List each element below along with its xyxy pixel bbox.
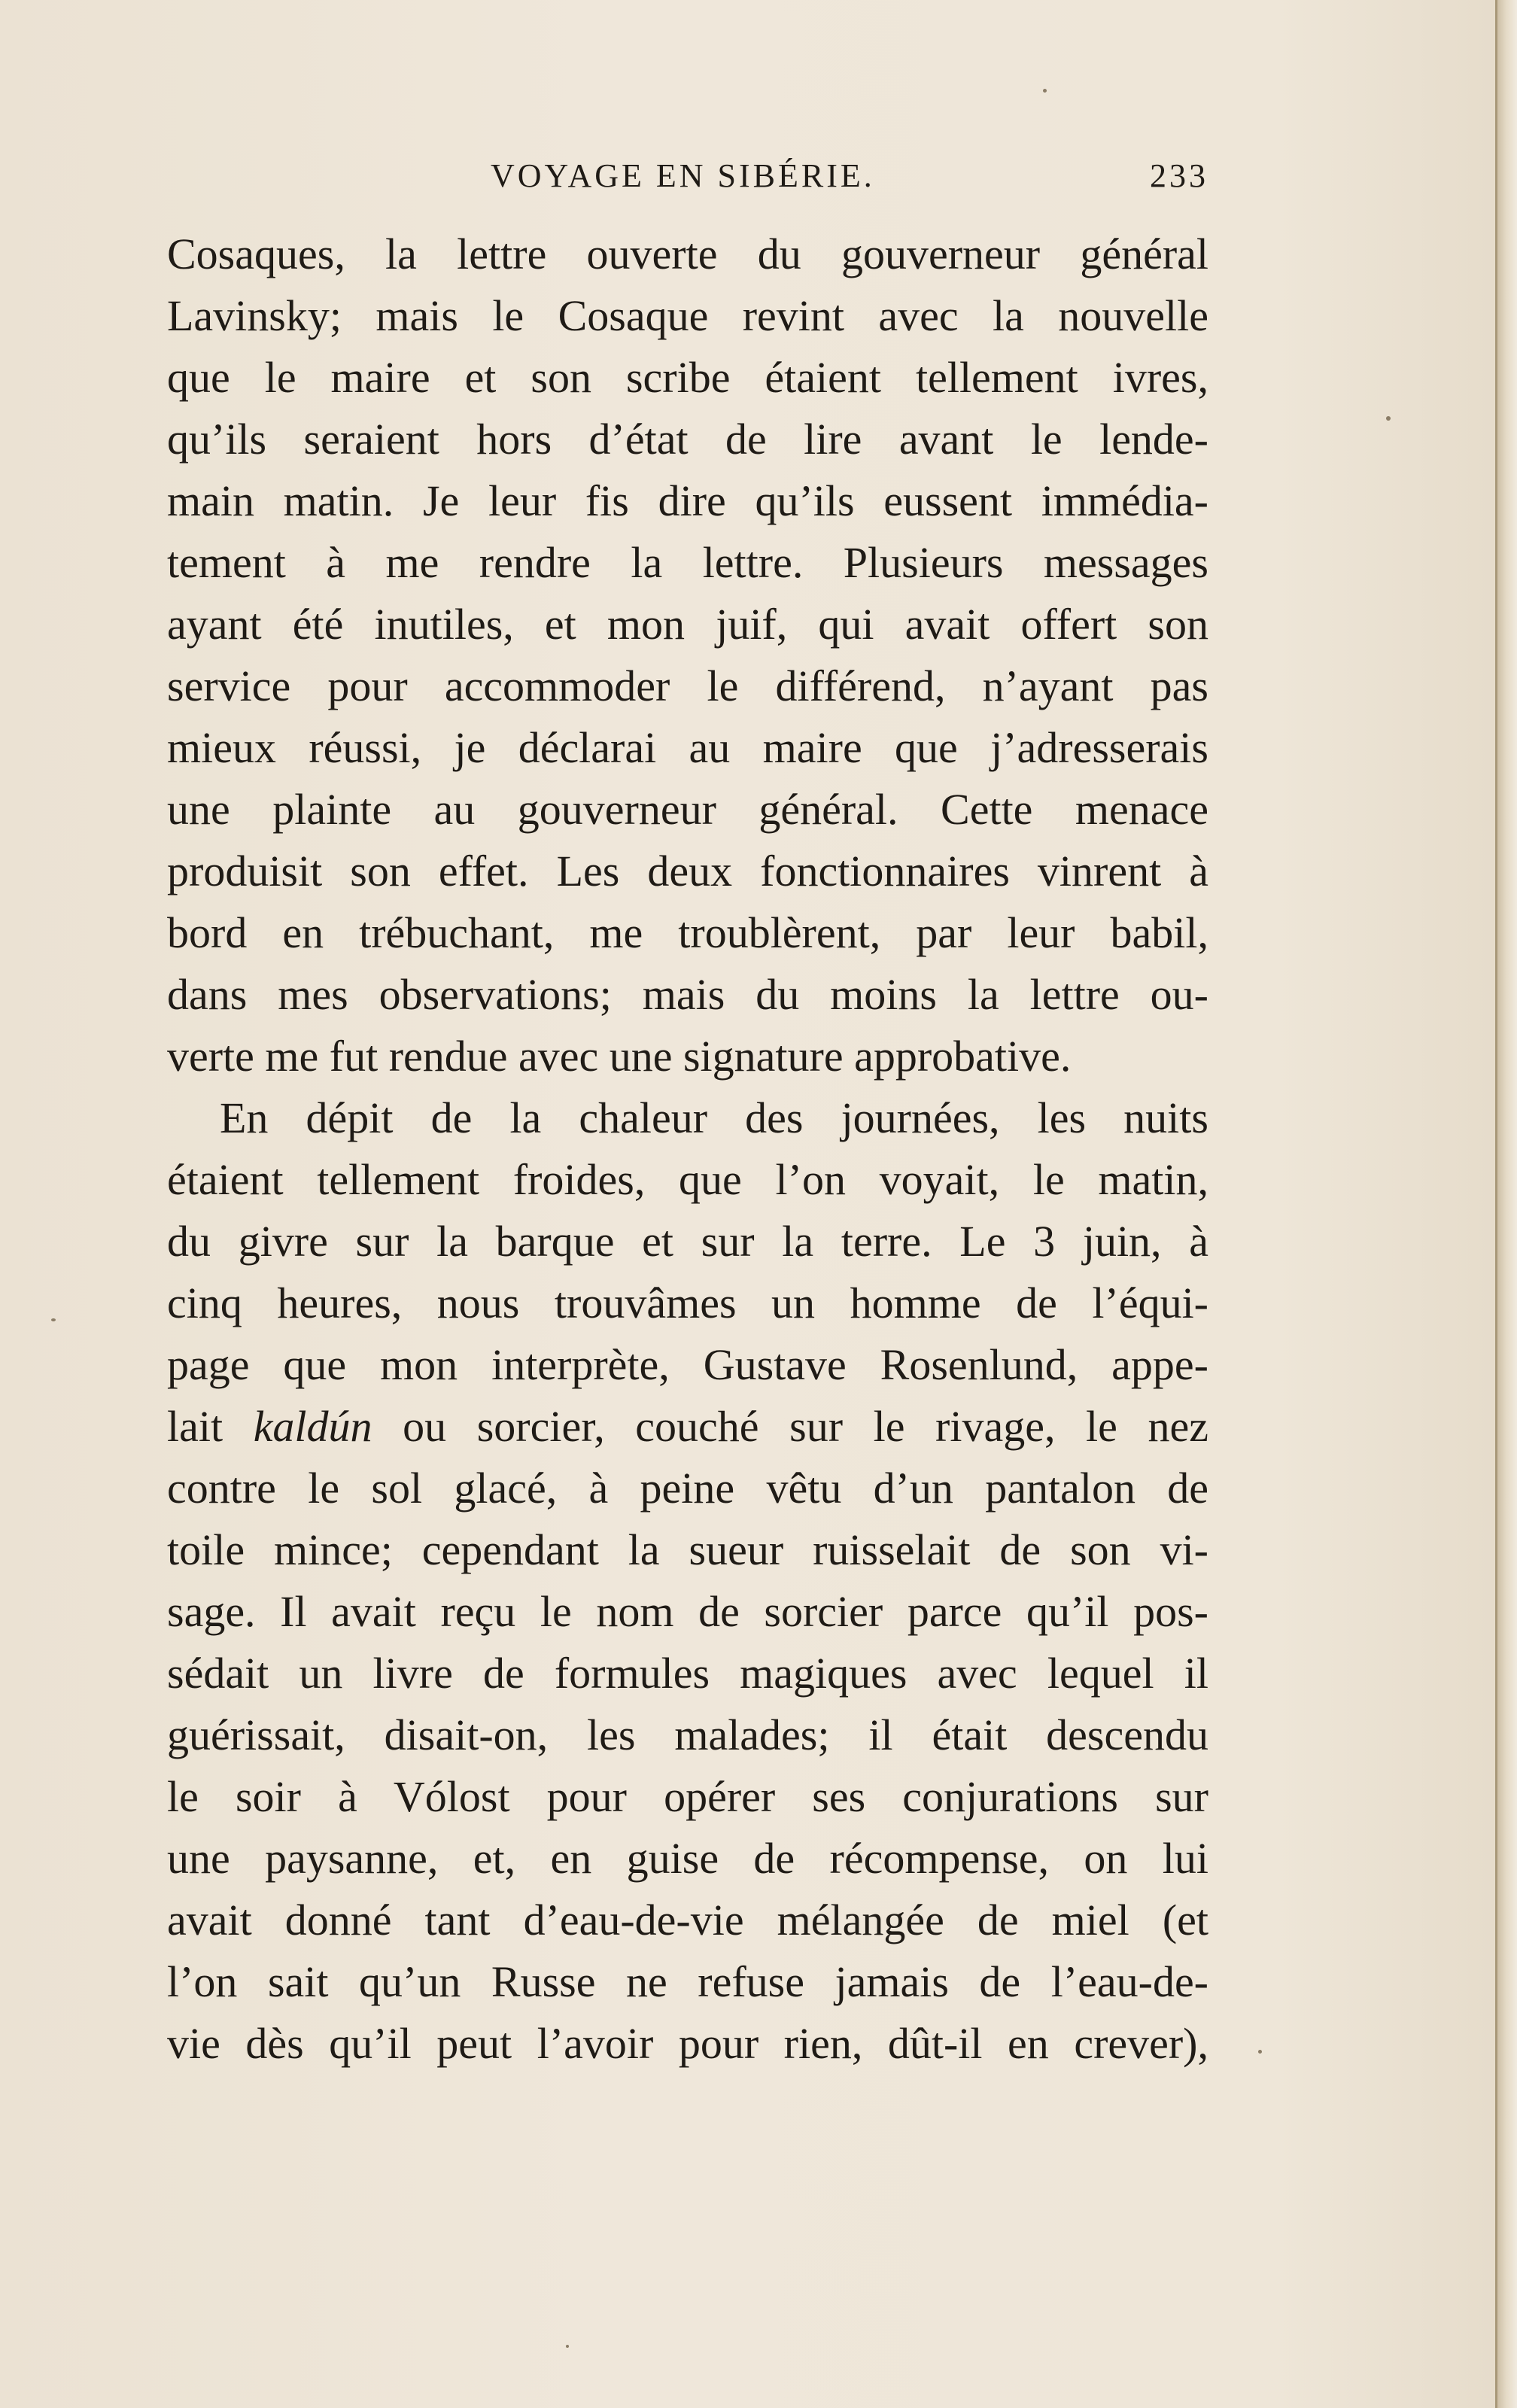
text-line: guérissait, disait-on, les malades; il était descendu [167,1710,1208,1759]
text-line: En dépit de la chaleur des journées, les nuits [220,1093,1208,1142]
text-line: toile mince; cependant la sueur ruisselait de son vi- [167,1525,1208,1574]
text-segment: ou sorcier, couché sur le rivage, le nez [372,1402,1208,1451]
text-line: tement à me rendre la lettre. Plusieurs messages [167,538,1208,587]
text-line: bord en trébuchant, me troublèrent, par leur babil, [167,908,1208,957]
text-line: produisit son effet. Les deux fonctionnaires vinrent à [167,847,1208,895]
paper-speck [566,2345,569,2348]
text-line: sédait un livre de formules magiques avec lequel il [167,1649,1208,1698]
text-line: verte me fut rendue avec une signature approbative. [167,1032,1072,1081]
text-line: qu’ils seraient hors d’état de lire avant le lende- [167,415,1208,464]
text-line: page que mon interprète, Gustave Rosenlund, appe- [167,1340,1208,1389]
text-line: Cosaques, la lettre ouverte du gouverneur général [167,230,1208,278]
text-line: que le maire et son scribe étaient tellement ivres, [167,353,1208,402]
text-line: une paysanne, et, en guise de récompense, on lui [167,1834,1208,1883]
italic-word: kaldún [253,1402,372,1451]
text-line: service pour accommoder le différend, n’ayant pas [167,661,1208,710]
body-text [167,223,1208,2075]
paper-speck [1386,416,1391,421]
text-line: vie dès qu’il peut l’avoir pour rien, dût-il en crever), [167,2019,1208,2068]
paper-speck [51,1318,56,1321]
text-line: l’on sait qu’un Russe ne refuse jamais de l’eau-de- [167,1957,1208,2006]
text-line: sage. Il avait reçu le nom de sorcier parce qu’il pos- [167,1587,1208,1636]
text-line: dans mes observations; mais du moins la lettre ou- [167,970,1208,1019]
text-line: avait donné tant d’eau-de-vie mélangée de miel (et [167,1896,1208,1944]
running-header [167,157,1208,202]
text-line: main matin. Je leur fis dire qu’ils eussent immédia- [167,476,1208,525]
running-title: VOYAGE EN SIBÉRIE. [491,157,875,194]
text-line: mieux réussi, je déclarai au maire que j’adresserais [167,723,1208,772]
text-line: contre le sol glacé, à peine vêtu d’un pantalon de [167,1464,1208,1513]
text-line: ayant été inutiles, et mon juif, qui avait offert son [167,600,1208,649]
text-line-with-italic [167,1396,1208,1458]
text-line: Lavinsky; mais le Cosaque revint avec la nouvelle [167,291,1208,340]
text-line: étaient tellement froides, que l’on voyait, le matin, [167,1155,1208,1204]
paper-speck [1043,89,1047,93]
text-line: une plainte au gouverneur général. Cette menace [167,785,1208,834]
text-line: cinq heures, nous trouvâmes un homme de l’équi- [167,1278,1208,1327]
text-segment: lait [167,1402,254,1451]
page-edge [1495,0,1517,2408]
text-line: du givre sur la barque et sur la terre. Le 3 juin, à [167,1217,1208,1266]
page-number: 233 [1150,157,1208,194]
text-line: le soir à Vólost pour opérer ses conjurations sur [167,1772,1208,1821]
paper-speck [1258,2050,1262,2054]
